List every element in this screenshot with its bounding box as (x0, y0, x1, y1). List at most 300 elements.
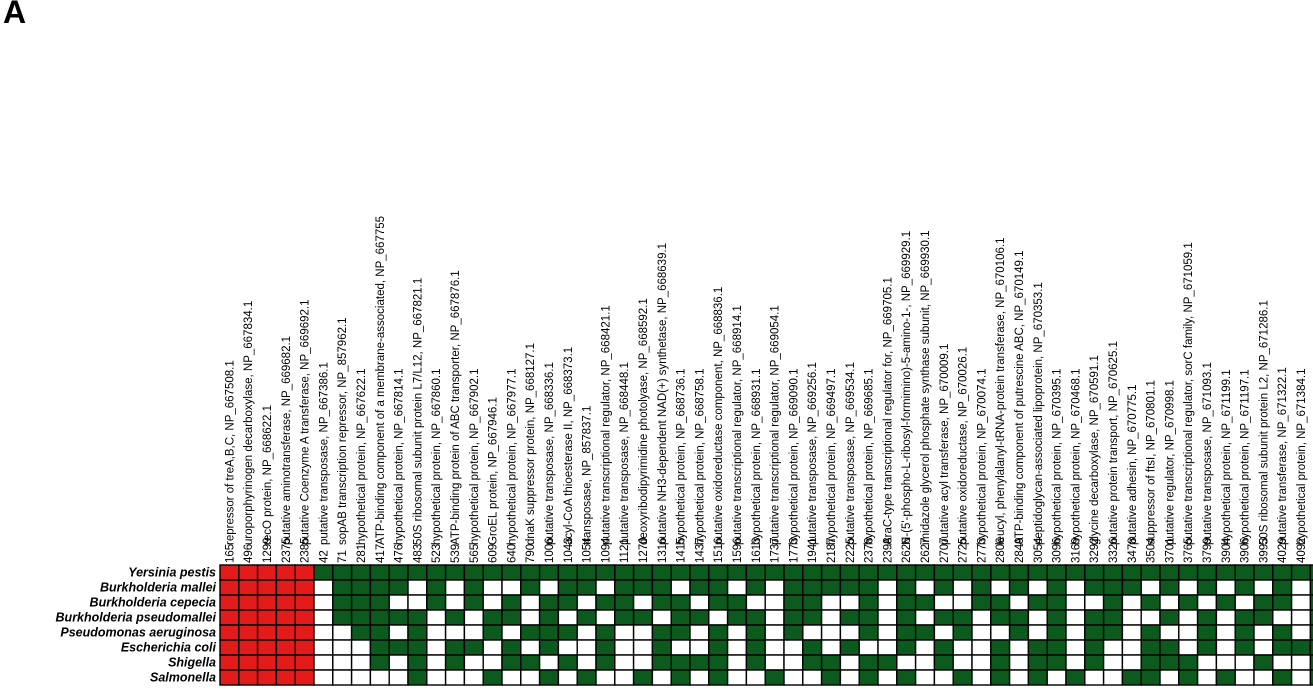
grid-cell (1122, 655, 1141, 670)
grid-cell (1085, 565, 1104, 580)
gene-description-1516: putative oxidoreductase component, NP_668836.1 (713, 286, 726, 545)
grid-cell (1010, 670, 1029, 685)
grid-cell (1104, 655, 1123, 670)
grid-cell (521, 640, 540, 655)
grid-cell (1273, 595, 1292, 610)
grid-cell (464, 595, 483, 610)
grid-cell (728, 595, 747, 610)
grid-cell (446, 610, 465, 625)
gene-number-2773: 2773 (976, 537, 989, 563)
grid-cell (483, 580, 502, 595)
grid-cell (314, 640, 333, 655)
grid-cell (615, 565, 634, 580)
gene-description-496: uroporphyrinogen decarboxylase, NP_667834.1 (243, 300, 256, 545)
grid-cell (276, 670, 295, 685)
gene-number-640: 640 (506, 543, 519, 563)
grid-cell (1010, 565, 1029, 580)
grid-cell (953, 610, 972, 625)
grid-cell (728, 670, 747, 685)
grid-cell (690, 610, 709, 625)
grid-cell (1160, 670, 1179, 685)
grid-cell (502, 670, 521, 685)
grid-cell (897, 655, 916, 670)
grid-cell (408, 580, 427, 595)
grid-cell (220, 670, 239, 685)
grid-cell (1273, 670, 1292, 685)
grid-cell (822, 595, 841, 610)
grid-cell (333, 670, 352, 685)
grid-cell (803, 580, 822, 595)
grid-cell (502, 610, 521, 625)
gene-number-3478: 3478 (1126, 537, 1139, 563)
grid-cell (483, 610, 502, 625)
gene-description-1316: putative NH3-dependent NAD(+) synthetase, NP_668639.1 (656, 242, 669, 545)
gene-description-2627: imidazole glycerol phosphate synthase subunit, NP_669930.1 (920, 230, 932, 545)
grid-cell (652, 670, 671, 685)
gene-number-3504: 3504 (1145, 537, 1158, 563)
grid-cell (615, 625, 634, 640)
gene-number-2849: 2849 (1014, 537, 1026, 563)
grid-cell (1085, 670, 1104, 685)
grid-cell (1085, 610, 1104, 625)
grid-cell (1122, 610, 1141, 625)
grid-cell (1160, 610, 1179, 625)
grid-cell (972, 655, 991, 670)
grid-cell (916, 625, 935, 640)
grid-cell (1292, 610, 1311, 625)
grid-cell (408, 670, 427, 685)
grid-cell (1292, 655, 1311, 670)
grid-cell (1273, 610, 1292, 625)
grid-cell (464, 640, 483, 655)
grid-cell (709, 625, 728, 640)
grid-cell (446, 580, 465, 595)
gene-number-2398: 2398 (882, 537, 895, 563)
grid-cell (1141, 610, 1160, 625)
grid-cell (521, 655, 540, 670)
grid-cell (446, 625, 465, 640)
gene-number-2725: 2725 (957, 537, 970, 563)
gene-description-2398: AraC-type transcriptional regulator for, NP_669705.1 (882, 277, 895, 545)
grid-cell (991, 610, 1010, 625)
grid-cell (897, 565, 916, 580)
grid-cell (803, 610, 822, 625)
grid-cell (1216, 565, 1235, 580)
grid-cell (596, 595, 615, 610)
grid-cell (690, 655, 709, 670)
grid-cell (634, 670, 653, 685)
grid-cell (427, 625, 446, 640)
gene-description-1437: hypothetical protein, NP_668758.1 (694, 368, 707, 545)
grid-cell (314, 565, 333, 580)
grid-cell (840, 625, 859, 640)
gene-description-3906: hypothetical protein, NP_671197.1 (1239, 369, 1252, 545)
grid-cell (295, 625, 314, 640)
grid-cell (389, 655, 408, 670)
grid-cell (784, 595, 803, 610)
gene-description-790: dnaK suppressor protein, NP_668127.1 (525, 342, 538, 545)
grid-cell (859, 625, 878, 640)
grid-cell (822, 565, 841, 580)
grid-cell (1104, 670, 1123, 685)
grid-cell (709, 655, 728, 670)
grid-cell (333, 610, 352, 625)
grid-cell (765, 595, 784, 610)
grid-cell (671, 565, 690, 580)
grid-cell (840, 655, 859, 670)
grid-cell (464, 625, 483, 640)
grid-cell (558, 580, 577, 595)
grid-cell (916, 655, 935, 670)
grid-cell (1010, 580, 1029, 595)
grid-cell (540, 655, 559, 670)
grid-cell (709, 640, 728, 655)
grid-cell (878, 670, 897, 685)
grid-cell (258, 610, 277, 625)
grid-cell (1292, 640, 1311, 655)
grid-cell (709, 670, 728, 685)
gene-description-2849: ATP-binding component of putrescine ABC, NP_670149.1 (1014, 250, 1026, 545)
grid-cell (1122, 670, 1141, 685)
grid-cell (1066, 565, 1085, 580)
grid-cell (634, 625, 653, 640)
grid-cell (1010, 655, 1029, 670)
grid-cell (1160, 655, 1179, 670)
grid-cell (483, 565, 502, 580)
grid-cell (1179, 580, 1198, 595)
grid-cell (746, 565, 765, 580)
gene-number-609: 609 (487, 543, 500, 563)
grid-cell (859, 595, 878, 610)
grid-cell (333, 640, 352, 655)
grid-cell (446, 595, 465, 610)
grid-cell (295, 610, 314, 625)
grid-cell (671, 580, 690, 595)
grid-cell (709, 610, 728, 625)
grid-cell (1028, 625, 1047, 640)
grid-cell (878, 580, 897, 595)
grid-cell (220, 565, 239, 580)
grid-cell (502, 565, 521, 580)
gene-description-565: hypothetical protein, NP_667902.1 (468, 368, 481, 545)
grid-cell (859, 640, 878, 655)
grid-cell (728, 610, 747, 625)
grid-cell (709, 595, 728, 610)
grid-cell (746, 580, 765, 595)
grid-cell (803, 625, 822, 640)
grid-cell (916, 565, 935, 580)
grid-cell (1235, 580, 1254, 595)
grid-cell (408, 595, 427, 610)
grid-cell (502, 655, 521, 670)
gene-number-790: 790 (525, 543, 538, 563)
grid-cell (389, 670, 408, 685)
gene-description-2187: hypothetical protein, NP_669497.1 (826, 368, 838, 545)
grid-cell (972, 565, 991, 580)
grid-cell (558, 610, 577, 625)
grid-cell (258, 565, 277, 580)
gene-description-3169: hypothetical protein, NP_670468.1 (1070, 368, 1083, 545)
grid-cell (859, 580, 878, 595)
grid-cell (1010, 640, 1029, 655)
grid-cell (1104, 610, 1123, 625)
grid-cell (540, 595, 559, 610)
gene-description-1121: putative transposase, NP_668448.1 (619, 362, 632, 545)
grid-cell (934, 595, 953, 610)
grid-cell (1254, 580, 1273, 595)
grid-cell (483, 595, 502, 610)
grid-cell (239, 610, 258, 625)
grid-cell (446, 670, 465, 685)
gene-number-3054: 3054 (1032, 537, 1045, 563)
grid-cell (1010, 595, 1029, 610)
grid-cell (1179, 640, 1198, 655)
grid-cell (352, 565, 371, 580)
species-label: Burkholderia pseudomallei (55, 610, 216, 625)
gene-description-3799: putative transposase, NP_671093.1 (1202, 362, 1214, 545)
gene-number-2225: 2225 (844, 537, 857, 563)
grid-cell (916, 595, 935, 610)
grid-cell (220, 595, 239, 610)
grid-cell (1160, 595, 1179, 610)
gene-number-3169: 3169 (1070, 537, 1083, 563)
gene-number-3906: 3906 (1239, 537, 1252, 563)
grid-cell (671, 625, 690, 640)
grid-cell (1198, 655, 1217, 670)
gene-description-71: sopAB transcription repressor, NP_857962.1 (337, 317, 350, 545)
grid-cell (577, 565, 596, 580)
grid-cell (615, 670, 634, 685)
grid-cell (352, 625, 371, 640)
grid-cell (408, 625, 427, 640)
grid-cell (765, 655, 784, 670)
gene-number-1596: 1596 (732, 537, 744, 563)
grid-cell (634, 595, 653, 610)
grid-cell (1010, 625, 1029, 640)
grid-cell (558, 595, 577, 610)
grid-cell (953, 670, 972, 685)
grid-cell (314, 655, 333, 670)
grid-cell (1141, 640, 1160, 655)
panel-label: A (3, 0, 27, 30)
grid-cell (276, 655, 295, 670)
grid-cell (953, 655, 972, 670)
grid-cell (427, 610, 446, 625)
gene-description-1006: putative transposase, NP_668336.1 (544, 362, 556, 545)
gene-number-4029: 4029 (1277, 537, 1290, 563)
grid-cell (859, 655, 878, 670)
gene-description-3701: putative regulator, NP_670998.1 (1164, 380, 1177, 545)
gene-description-3292: glycine decarboxylase, NP_670591.1 (1089, 355, 1102, 545)
grid-cell (652, 625, 671, 640)
gene-number-483: 483 (412, 543, 425, 563)
grid-cell (1141, 595, 1160, 610)
grid-cell (1198, 610, 1217, 625)
species-labels (56, 566, 217, 685)
grid-cell (314, 625, 333, 640)
grid-cell (370, 625, 389, 640)
grid-cell (1254, 640, 1273, 655)
grid-cell (803, 670, 822, 685)
gene-number-3292: 3292 (1089, 537, 1102, 563)
grid-cell (502, 580, 521, 595)
grid-cell (352, 595, 371, 610)
grid-cell (1292, 595, 1311, 610)
grid-cell (540, 640, 559, 655)
gene-number-1516: 1516 (713, 537, 726, 563)
grid-cell (1047, 610, 1066, 625)
grid-cell (972, 595, 991, 610)
grid-cell (370, 580, 389, 595)
grid-cell (746, 595, 765, 610)
grid-cell (1066, 625, 1085, 640)
gene-description-1415: hypothetical protein, NP_668736.1 (675, 368, 688, 545)
grid-cell (314, 610, 333, 625)
grid-cell (1085, 595, 1104, 610)
grid-cell (464, 580, 483, 595)
grid-cell (1179, 670, 1198, 685)
gene-number-539: 539 (450, 543, 462, 563)
grid-cell (1066, 640, 1085, 655)
gene-description-2225: putative transposase, NP_669534.1 (844, 362, 857, 545)
gene-description-3993: 50S ribosomal subunit protein L2, NP_671286.1 (1258, 300, 1271, 545)
grid-cell (1047, 640, 1066, 655)
grid-cell (1235, 625, 1254, 640)
grid-cell (897, 580, 916, 595)
gene-description-165: repressor of treA,B,C, NP_667508.1 (224, 360, 237, 545)
grid-cell (1066, 670, 1085, 685)
gene-number-1773: 1773 (788, 537, 801, 563)
grid-cell (690, 580, 709, 595)
grid-cell (502, 595, 521, 610)
grid-cell (822, 625, 841, 640)
grid-cell (521, 595, 540, 610)
grid-cell (728, 655, 747, 670)
grid-cell (615, 580, 634, 595)
grid-cell (1179, 565, 1198, 580)
gene-number-281: 281 (356, 543, 368, 563)
gene-description-1054: transposase, NP_857837.1 (581, 405, 594, 545)
grid-cell (540, 670, 559, 685)
grid-cell (840, 640, 859, 655)
gene-number-2626: 2626 (901, 537, 914, 563)
gene-number-3765: 3765 (1183, 537, 1196, 563)
gene-description-3478: putative adhesin, NP_670775.1 (1126, 384, 1139, 545)
grid-cell (1028, 580, 1047, 595)
grid-cell (483, 655, 502, 670)
grid-cell (1122, 580, 1141, 595)
grid-cell (1160, 565, 1179, 580)
grid-cell (690, 625, 709, 640)
grid-cell (370, 670, 389, 685)
grid-cell (370, 595, 389, 610)
grid-cell (1216, 610, 1235, 625)
gene-description-1094: putative transcriptional regulator, NP_668421.1 (600, 305, 613, 545)
grid-cell (897, 670, 916, 685)
grid-cell (1292, 670, 1311, 685)
grid-cell (934, 565, 953, 580)
grid-cell (972, 640, 991, 655)
species-label: Burkholderia mallei (99, 580, 216, 595)
grid-cell (1235, 610, 1254, 625)
grid-cell (784, 655, 803, 670)
grid-cell (427, 670, 446, 685)
grid-cell (239, 595, 258, 610)
grid-cell (916, 670, 935, 685)
gene-description-labels (224, 216, 1313, 545)
grid-cell (859, 670, 878, 685)
grid-cell (1104, 625, 1123, 640)
grid-cell (690, 595, 709, 610)
grid-cell (389, 580, 408, 595)
grid-cell (916, 610, 935, 625)
grid-cell (1122, 565, 1141, 580)
gene-number-1941: 1941 (807, 537, 820, 563)
grid-cell (464, 610, 483, 625)
grid-cell (370, 610, 389, 625)
grid-cell (953, 595, 972, 610)
grid-cell (859, 565, 878, 580)
gene-description-2707: putative acyl transferase, NP_670009.1 (938, 343, 951, 545)
grid-cell (408, 565, 427, 580)
gene-number-2187: 2187 (826, 537, 838, 563)
grid-cell (615, 640, 634, 655)
grid-cell (878, 625, 897, 640)
grid-cell (577, 595, 596, 610)
grid-cell (596, 625, 615, 640)
grid-cell (1216, 580, 1235, 595)
grid-cell (728, 580, 747, 595)
grid-cell (840, 610, 859, 625)
grid-cell (295, 595, 314, 610)
grid-cell (1085, 640, 1104, 655)
grid-cell (1066, 610, 1085, 625)
grid-cell (258, 595, 277, 610)
grid-cell (596, 580, 615, 595)
grid-cell (521, 670, 540, 685)
gene-description-1941: putative transposase, NP_669256.1 (807, 362, 820, 545)
gene-number-1006: 1006 (544, 537, 556, 563)
grid-cell (295, 640, 314, 655)
grid-cell (878, 640, 897, 655)
grid-cell (728, 565, 747, 580)
grid-cell (1179, 625, 1198, 640)
grid-cell (916, 640, 935, 655)
grid-cell (728, 640, 747, 655)
gene-number-476: 476 (393, 543, 406, 563)
grid-cell (1028, 565, 1047, 580)
gene-description-483: 50S ribosomal subunit protein L7/L12, NP_667821.1 (412, 277, 425, 545)
grid-cell (784, 625, 803, 640)
grid-cell (1028, 610, 1047, 625)
grid-cell (934, 655, 953, 670)
grid-cell (1292, 565, 1311, 580)
species-label: Pseudomonas aeruginosa (60, 625, 216, 640)
gene-number-3904: 3904 (1220, 537, 1233, 563)
grid-cell (1122, 625, 1141, 640)
grid-cell (784, 610, 803, 625)
grid-cell (558, 625, 577, 640)
grid-cell (991, 640, 1010, 655)
grid-cell (220, 625, 239, 640)
gene-number-1270: 1270 (638, 537, 650, 563)
grid-cell (615, 655, 634, 670)
gene-number-3799: 3799 (1202, 537, 1214, 563)
gene-description-281: hypothetical protein, NP_667622.1 (356, 368, 368, 545)
grid-cell (972, 610, 991, 625)
grid-cell (389, 595, 408, 610)
gene-number-71: 71 (337, 550, 350, 563)
